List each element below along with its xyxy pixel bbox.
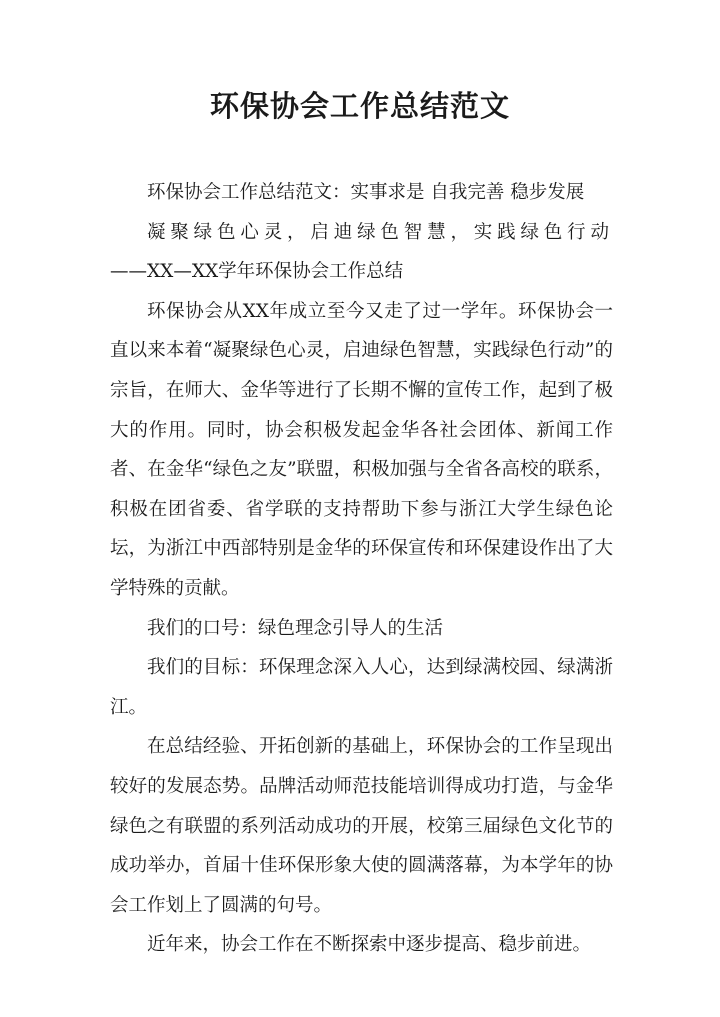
paragraph-goal: 我们的目标：环保理念深入人心，达到绿满校园、绿满浙江。 (110, 657, 613, 718)
paragraph-subtitle: 环保协会工作总结范文：实事求是 自我完善 稳步发展 (147, 182, 585, 203)
paragraph-heading: ——XX—XX学年环保协会工作总结 (110, 261, 404, 283)
paragraph-motto: 凝聚绿色心灵，启迪绿色智慧，实践绿色行动 (147, 221, 613, 243)
paragraph-progress: 近年来，协会工作在不断探索中逐步提高、稳步前进。 (147, 934, 592, 956)
paragraph-intro: 环保协会从XX年成立至今又走了过一学年。环保协会一直以来本着“凝聚绿色心灵，启迪绿色智慧，实践绿色行动”的宗旨，在师大、金华等进行了长期不懈的宣传工作，起到了极大的作用。同时，协会积极发起金华各社会团体、新闻工作者、在金华“绿色之友”联盟，积极加强与全省各高校的联系，积极在团省委、省学联的支持帮助下参与浙江大学生绿色论坛，为浙江中西部特别是金华的环保宣传和环保建设作出了大学特殊的贡献。 (110, 300, 613, 599)
paragraph-slogan: 我们的口号：绿色理念引导人的生活 (147, 617, 444, 639)
document-body (110, 173, 613, 965)
paragraph-summary: 在总结经验、开拓创新的基础上，环保协会的工作呈现出较好的发展态势。品牌活动师范技能培训得成功打造，与金华绿色之有联盟的系列活动成功的开展，校第三届绿色文化节的成功举办，首届十佳环保形象大使的圆满落幕，为本学年的协会工作划上了圆满的句号。 (110, 736, 613, 916)
document-title: 环保协会工作总结范文 (209, 89, 510, 123)
